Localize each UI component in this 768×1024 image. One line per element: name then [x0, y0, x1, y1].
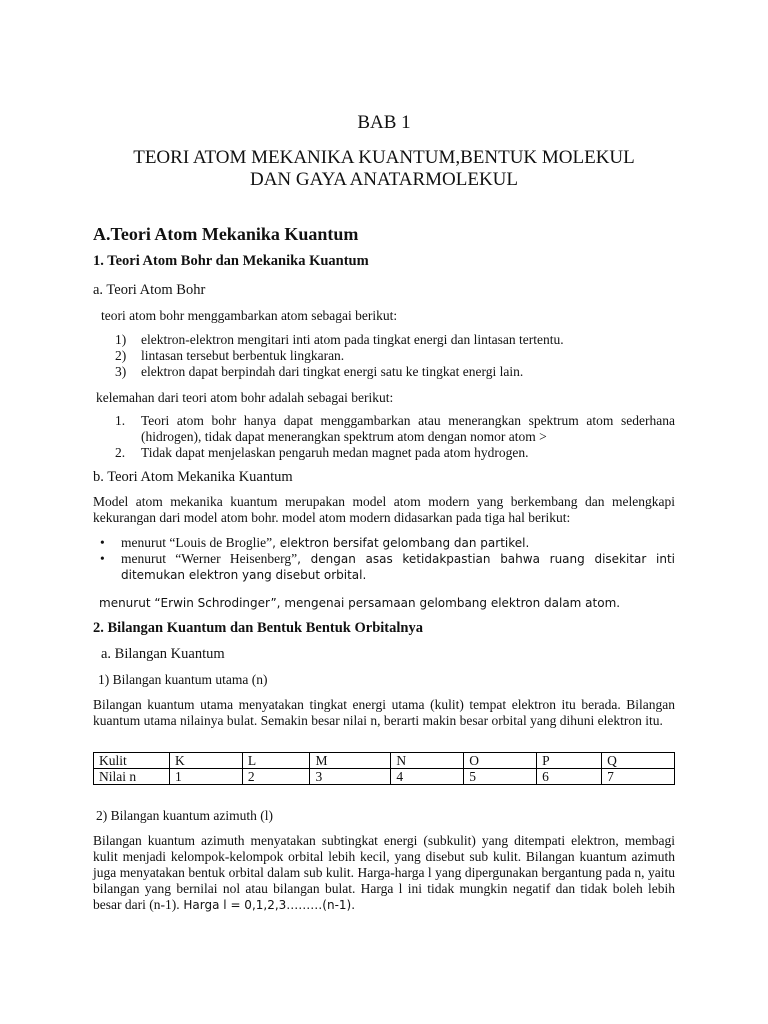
- bilangan-kuantum-heading: a. Bilangan Kuantum: [101, 646, 225, 662]
- weakness-list: [115, 413, 675, 461]
- subsection-1-heading: 1. Teori Atom Bohr dan Mekanika Kuantum: [93, 253, 369, 269]
- schrodinger-note: menurut “Erwin Schrodinger”, mengenai persamaan gelombang elektron dalam atom.: [99, 596, 621, 610]
- list-item: 2. Tidak dapat menjelaskan pengaruh medan magnet pada atom hydrogen.: [115, 445, 529, 460]
- list-item: 3) elektron dapat berpindah dari tingkat energi satu ke tingkat energi lain.: [115, 364, 524, 379]
- kulit-table: [93, 752, 675, 785]
- bullet-icon: •: [100, 535, 105, 550]
- chapter-label: BAB 1: [357, 112, 411, 133]
- table-cell: 4: [391, 769, 464, 785]
- table-cell: N: [391, 753, 464, 769]
- section-2-heading: 2. Bilangan Kuantum dan Bentuk Bentuk Orbitalnya: [93, 620, 423, 636]
- utama-paragraph: Bilangan kuantum utama menyatakan tingkat energi utama (kulit) tempat elektron itu berada. Bilangan kuantum utama nilainya bulat. Semakin besar nilai n, berarti makin besar orbital yang dihuni elektron itu.: [93, 697, 675, 728]
- table-cell: 3: [310, 769, 391, 785]
- bohr-intro: teori atom bohr menggambarkan atom sebagai berikut:: [101, 308, 398, 323]
- table-cell: 2: [242, 769, 310, 785]
- list-item: • menurut “Werner Heisenberg”, dengan asas ketidakpastian bahwa ruang disekitar inti ditemukan elektron yang disebut orbital.: [100, 551, 675, 582]
- table-cell: Kulit: [94, 753, 170, 769]
- table-cell: M: [310, 753, 391, 769]
- quantum-paragraph: Model atom mekanika kuantum merupakan model atom modern yang berkembang dan melengkapi kekurangan dari model atom bohr. model atom modern didasarkan pada tiga hal berikut:: [93, 494, 675, 525]
- table-cell: O: [464, 753, 537, 769]
- table-cell: Q: [602, 753, 675, 769]
- chapter-title-line1: TEORI ATOM MEKANIKA KUANTUM,BENTUK MOLEKUL: [133, 147, 635, 168]
- bohr-points-list: [115, 332, 675, 380]
- azimuth-paragraph: Bilangan kuantum azimuth menyatakan subtingkat energi (subkulit) yang ditempati elektron, membagi kulit menjadi kelompok-kelompok orbital lebih kecil, yang disebut sub kulit. Bilangan kuantum azimuth juga menyatakan bentuk orbital dalam sub kulit. Harga-harga l yang dipergunakan bergantung pada n, yaitu bilangan yang bernilai nol atau bilangan bulat. Harga l ini tidak mungkin negatif dan tidak boleh lebih besar dari (n-1). Harga l = 0,1,2,3………(n-1).: [93, 833, 675, 912]
- list-item: • menurut “Louis de Broglie”, elektron bersifat gelombang dan partikel.: [100, 535, 530, 550]
- chapter-title: [0, 147, 768, 191]
- chapter-title-line2: DAN GAYA ANATARMOLEKUL: [249, 169, 518, 190]
- table-cell: 7: [602, 769, 675, 785]
- list-item: 2) lintasan tersebut berbentuk lingkaran.: [115, 348, 345, 363]
- table-row: [94, 753, 675, 769]
- table-cell: 6: [537, 769, 602, 785]
- item-2-label: 2) Bilangan kuantum azimuth (l): [96, 808, 273, 823]
- weakness-intro: kelemahan dari teori atom bohr adalah sebagai berikut:: [96, 390, 394, 405]
- list-item: 1. Teori atom bohr hanya dapat menggambarkan atau menerangkan spektrum atom sederhana (hidrogen), tidak dapat menerangkan spektrum atom dengan nomor atom >: [115, 413, 675, 444]
- section-a-heading: A.Teori Atom Mekanika Kuantum: [93, 224, 359, 244]
- bohr-heading: a. Teori Atom Bohr: [93, 282, 206, 298]
- table-cell: Nilai n: [94, 769, 170, 785]
- quantum-bullets: [96, 535, 675, 583]
- table-row: [94, 769, 675, 785]
- item-1-label: 1) Bilangan kuantum utama (n): [98, 672, 268, 687]
- quantum-heading: b. Teori Atom Mekanika Kuantum: [93, 469, 293, 485]
- table-cell: 5: [464, 769, 537, 785]
- table-cell: P: [537, 753, 602, 769]
- bullet-icon: •: [100, 551, 105, 566]
- table-cell: K: [170, 753, 243, 769]
- table-cell: L: [242, 753, 310, 769]
- table-cell: 1: [170, 769, 243, 785]
- list-item: 1) elektron-elektron mengitari inti atom pada tingkat energi dan lintasan tertentu.: [115, 332, 564, 347]
